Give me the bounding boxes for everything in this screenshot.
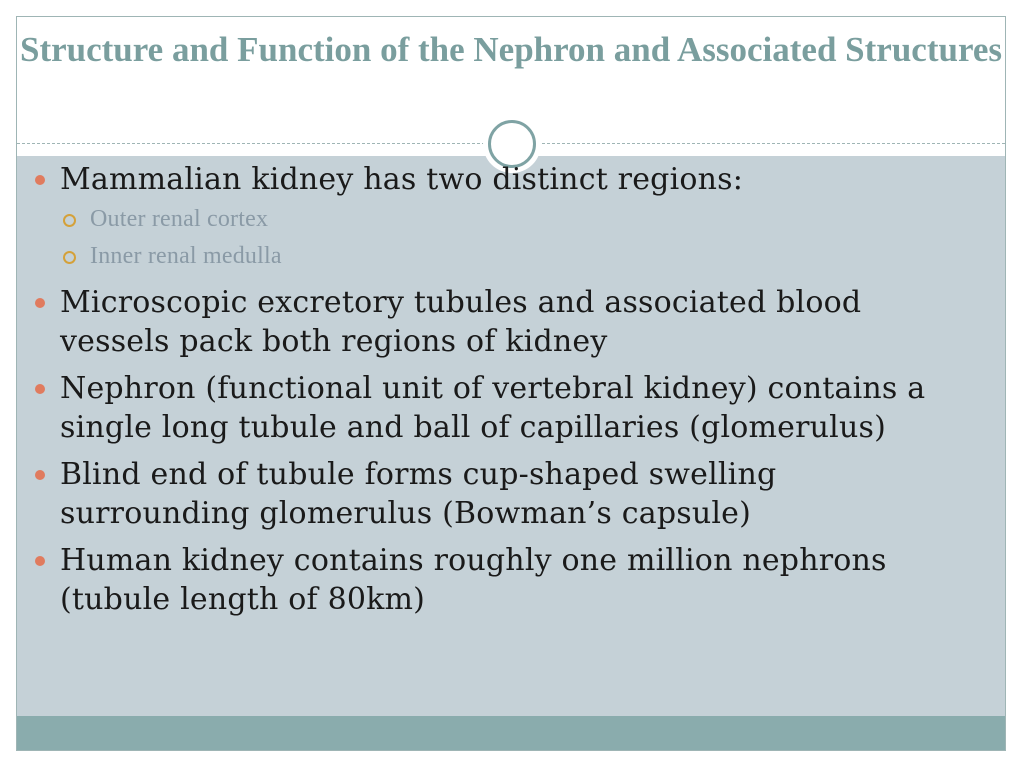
sub-bullet-text: Inner renal medulla (90, 243, 282, 269)
bullet-text: Nephron (functional unit of vertebral kidney) contains a single long tubule and ball of capillaries (glomerulus) (60, 371, 926, 445)
bullet-dot-icon (35, 298, 45, 308)
bullet-text: Microscopic excretory tubules and associated blood vessels pack both regions of kidney (60, 285, 862, 359)
footer-bar (17, 716, 1005, 751)
bullet-item (32, 283, 962, 361)
slide-title: Structure and Function of the Nephron and Associated Structures (19, 30, 1003, 69)
bullet-text: Blind end of tubule forms cup-shaped swelling surrounding glomerulus (Bowman’s capsule) (60, 457, 777, 531)
bullet-list (32, 160, 962, 627)
bullet-dot-icon (35, 175, 45, 185)
ring-bullet-icon (63, 251, 76, 264)
bullet-dot-icon (35, 470, 45, 480)
bullet-item (32, 541, 962, 619)
sub-bullet-item (60, 238, 962, 275)
bullet-dot-icon (35, 384, 45, 394)
sub-bullet-list (60, 201, 962, 275)
ring-bullet-icon (63, 214, 76, 227)
bullet-dot-icon (35, 556, 45, 566)
bullet-text: Human kidney contains roughly one million nephrons (tubule length of 80km) (60, 543, 887, 617)
sub-bullet-item (60, 201, 962, 238)
sub-bullet-text: Outer renal cortex (90, 206, 269, 232)
bullet-text: Mammalian kidney has two distinct regions: (60, 162, 744, 197)
bullet-item (32, 160, 962, 275)
bullet-item (32, 455, 962, 533)
bullet-item (32, 369, 962, 447)
